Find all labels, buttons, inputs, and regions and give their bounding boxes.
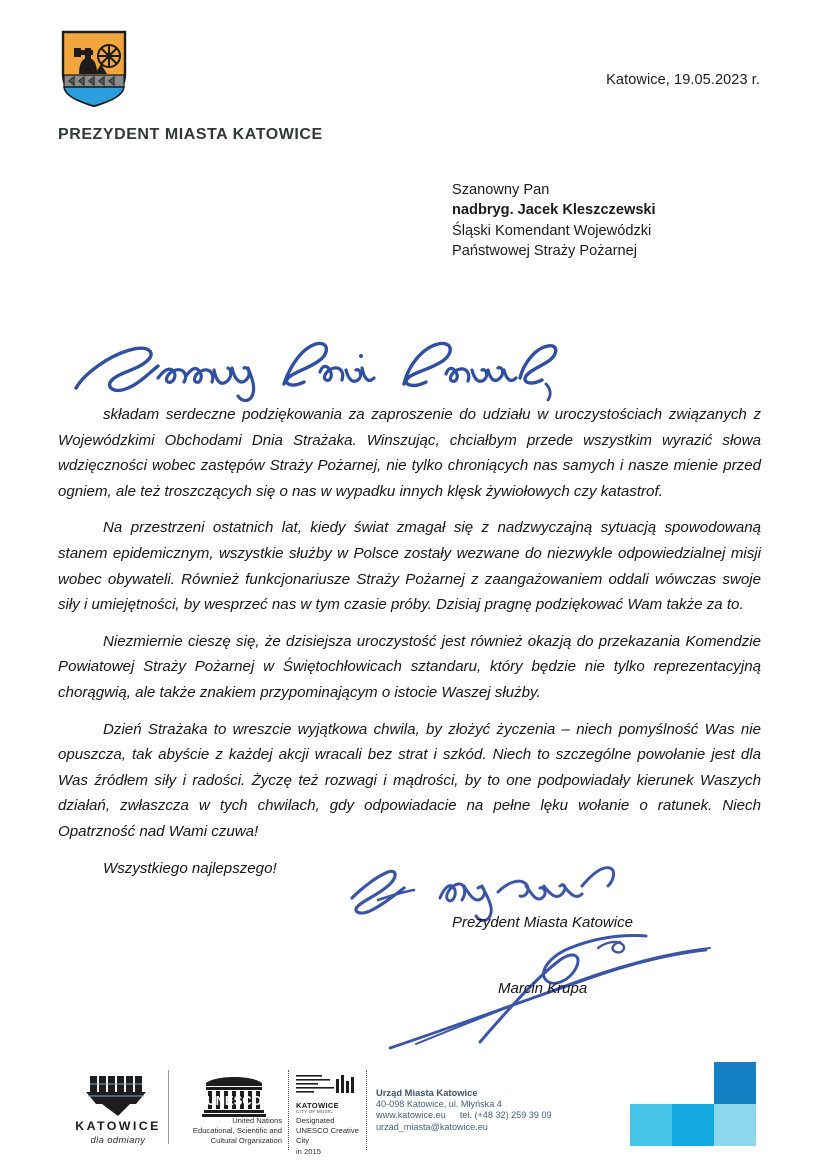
unesco-caption (186, 1116, 282, 1147)
addressee-organization: Państwowej Straży Pożarnej (452, 243, 637, 260)
unesco-temple-icon (186, 1073, 282, 1117)
office-street: 40-098 Katowice, ul. Młyńska 4 (376, 1098, 502, 1109)
decorative-mosaic (630, 1062, 756, 1146)
unesco-caption-line-1: United Nations (232, 1116, 282, 1125)
unesco-wordmark: UNESCO (206, 1093, 262, 1108)
mosaic-square-top-right (714, 1062, 756, 1104)
unesco-caption-line-3: Cultural Organization (210, 1136, 282, 1146)
creative-city-caption-line-2: UNESCO Creative City (296, 1126, 359, 1146)
mosaic-square-bottom-mid (672, 1104, 714, 1146)
creative-city-caption-line-3: in 2015 (296, 1146, 321, 1156)
body-paragraph-2: Na przestrzeni ostatnich lat, kiedy świat zmagał się z nadzwyczajną sytuacją spowodowaną stanem epidemicznym, wszystkie służby w Polsce zostały wezwane do niezwykle odpowiedzialnej misji wobec obywateli. Również funkcjonariusze Straży Pożarnej z zaangażowaniem oddali wówczas swoje siły i umiejętności, by wesprzeć nas w tym czasie próby. Dzisiaj pragnę podziękować Wam także za to. (58, 519, 761, 614)
body-paragraph-1: składam serdeczne podziękowania za zaproszenie do udziału w uroczystościach związanych z Wojewódzkimi Obchodami Dnia Strażaka. Winszując, chciałbym przede wszystkim wyrazić słowa wdzięczności wobec zastępów Straży Pożarnej, nie tylko chroniących nas samych i nasze mienie przed ogniem, ale też troszczących się o nas w wypadku innych klęsk żywiołowych czy katastrof. (58, 406, 761, 500)
addressee-salutation: Szanowny Pan (452, 182, 550, 198)
handwritten-signature (330, 852, 770, 1052)
addressee-role: Śląski Komendant Wojewódzki (452, 222, 652, 239)
mosaic-square-bottom-left (630, 1104, 672, 1146)
katowice-wordmark: KATOWICE (75, 1119, 161, 1133)
body-paragraph-3: Niezmiernie cieszę się, że dzisiejsza uroczystość jest również okazją do przekazania Komendzie Powiatowej Straży Pożarnej w Świętochłowicach sztandaru, który będzie nie tylko reprezentacyjną chorągwią, ale także znakiem przypominającym o istocie Waszej służby. (58, 632, 761, 701)
unesco-caption-line-2: Educational, Scientific and (192, 1126, 282, 1136)
katowice-mark-icon (64, 1074, 172, 1118)
mosaic-square-bottom-right (714, 1104, 756, 1146)
creative-city-bars-icon (296, 1073, 358, 1103)
office-website[interactable]: www.katowice.eu (376, 1110, 446, 1121)
letter-body (58, 402, 761, 892)
addressee-name: nadbryg. Jacek Kleszczewski (452, 202, 656, 219)
signature-person-name: Marcin Krupa (498, 980, 588, 997)
footer-divider-2 (288, 1070, 290, 1150)
office-email[interactable]: urzad_miasta@katowice.eu (376, 1121, 488, 1132)
document-date: Katowice, 19.05.2023 r. (606, 72, 760, 88)
signature-role: Prezydent Miasta Katowice (452, 914, 633, 931)
office-name: Urząd Miasta Katowice (376, 1087, 478, 1098)
creative-city-badge-word: KATOWICE (296, 1101, 340, 1110)
handwritten-salutation (64, 326, 624, 406)
office-title: PREZYDENT MIASTA KATOWICE (58, 126, 323, 143)
signature-block (330, 852, 770, 1052)
office-phone: tel. (+48 32) 259 39 09 (459, 1110, 552, 1121)
addressee-block (452, 180, 656, 262)
body-paragraph-4: Dzień Strażaka to wreszcie wyjątkowa chwila, by złożyć życzenia – niech pomyślność Was nie opuszcza, tak abyście z każdej akcji wracali bez strat i szkód. Niech to szczególne powołanie jest dla Was źródłem siły i radości. Życzę też rozwagi i mądrości, by to one podpowiadały kierunek Waszych działań, zwłaszcza w tych chwilach, gdy odpowiadacie na pełne lęku wołanie o ratunek. Niech Opatrzność nad Wami czuwa! (58, 720, 761, 840)
footer-address-block (376, 1087, 552, 1133)
coat-of-arms-icon (61, 30, 127, 108)
creative-city-caption-line-1: Designated (296, 1116, 335, 1125)
body-closing-line: Wszystkiego najlepszego! (103, 859, 277, 877)
katowice-logo (64, 1074, 172, 1148)
creative-city-badge-sub: CITY OF MUSIC (296, 1109, 333, 1114)
creative-city-caption (296, 1116, 374, 1157)
footer-divider-3 (366, 1070, 368, 1150)
katowice-tagline: dla odmiany (90, 1134, 146, 1145)
footer-divider-1 (168, 1070, 169, 1144)
